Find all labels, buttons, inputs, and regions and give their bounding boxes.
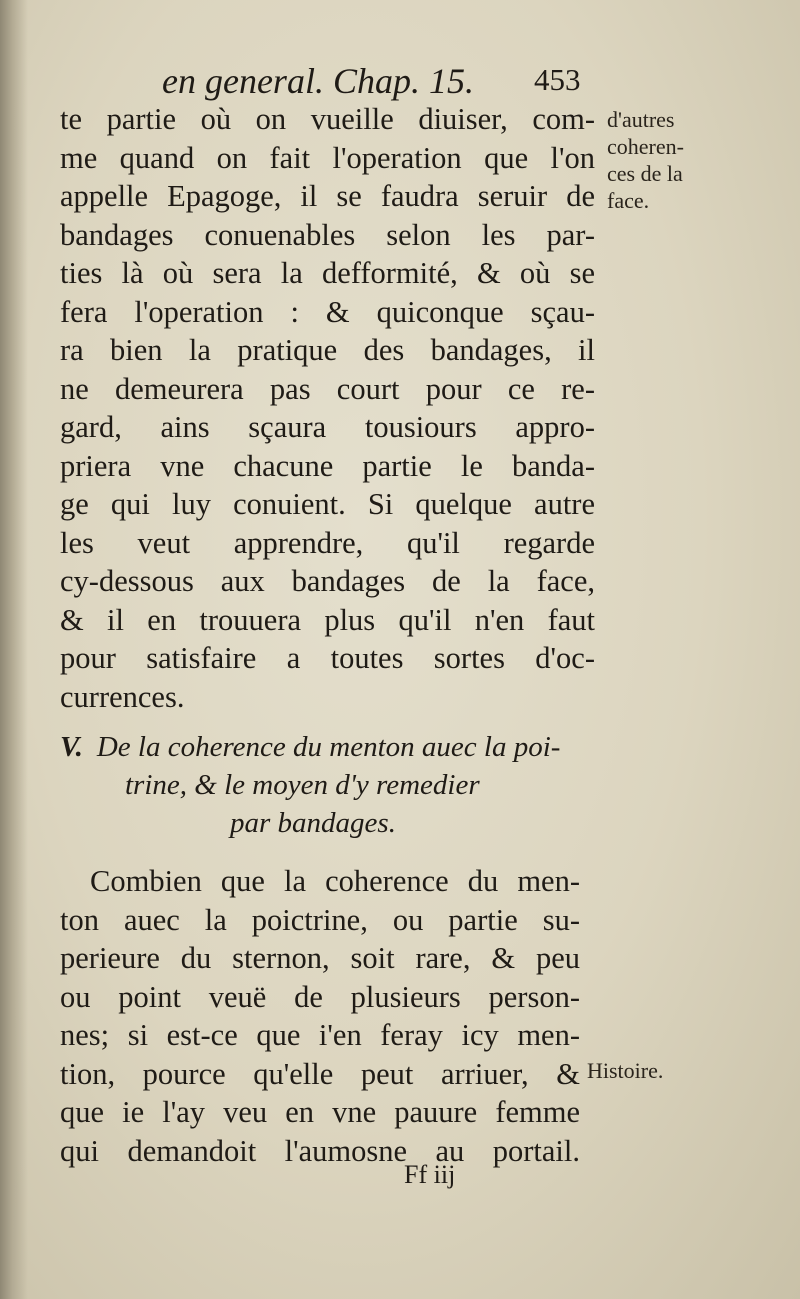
margin-note-line: coheren- bbox=[607, 134, 684, 159]
text-line: priera vne chacune partie le banda- bbox=[60, 448, 595, 483]
text-line: & il en trouuera plus qu'il n'en faut bbox=[60, 602, 595, 637]
heading-line-1 bbox=[60, 728, 600, 766]
section-heading bbox=[60, 728, 600, 842]
text-line: ra bien la pratique des bandages, il bbox=[60, 333, 595, 367]
text-line: nes; si est-ce que i'en feray icy men- bbox=[60, 1018, 580, 1052]
text-line: ties là où sera la defformité, & où se bbox=[60, 256, 595, 290]
text-line: ge qui luy conuient. Si quelque autre bbox=[60, 487, 595, 521]
text-line: te partie où on vueille diuiser, com- bbox=[60, 102, 595, 136]
page-gutter-shadow bbox=[0, 0, 28, 1299]
margin-note-histoire bbox=[587, 1057, 663, 1084]
margin-note-line: Histoire. bbox=[587, 1058, 664, 1083]
text-line: Combien que la coherence du men- bbox=[90, 864, 580, 898]
text-line: pour satisfaire a toutes sortes d'oc- bbox=[60, 641, 595, 675]
text-line: gard, ains sçaura tousiours appro- bbox=[60, 410, 595, 444]
text-line: bandages conuenables selon les par- bbox=[60, 217, 595, 252]
text-line: appelle Epagoge, il se faudra seruir de bbox=[60, 179, 595, 213]
text-line: me quand on fait l'operation que l'on bbox=[60, 140, 595, 175]
text-line: cy-dessous aux bandages de la face, bbox=[60, 564, 595, 598]
heading-line-2: trine, & le moyen d'y remedier bbox=[125, 769, 480, 801]
text-line: ton auec la poictrine, ou partie su- bbox=[60, 902, 580, 937]
text-line: ou point veuë de plusieurs person- bbox=[60, 979, 580, 1014]
text-line: tion, pource qu'elle peut arriuer, & bbox=[60, 1056, 580, 1091]
text-line: currences. bbox=[60, 679, 185, 714]
text-line: perieure du sternon, soit rare, & peu bbox=[60, 941, 580, 975]
section-numeral: V. bbox=[60, 731, 83, 763]
heading-line-3: par bandages. bbox=[230, 807, 396, 839]
margin-note-line: d'autres bbox=[607, 107, 675, 132]
main-paragraph bbox=[60, 100, 595, 716]
text-line: que ie l'ay veu en vne pauure femme bbox=[60, 1095, 580, 1129]
second-paragraph bbox=[60, 862, 580, 1170]
signature-mark: Ff iij bbox=[404, 1160, 456, 1189]
margin-note-line: face. bbox=[607, 188, 650, 213]
text-line: ne demeurera pas court pour ce re- bbox=[60, 371, 595, 406]
text-line: les veut apprendre, qu'il regarde bbox=[60, 525, 595, 560]
text-line: qui demandoit l'aumosne au portail. bbox=[60, 1133, 580, 1168]
margin-note-coherences bbox=[607, 106, 684, 214]
page-number: 453 bbox=[534, 62, 581, 97]
heading-text: De la coherence du menton auec la poi- bbox=[96, 731, 561, 763]
text-line: fera l'operation : & quiconque sçau- bbox=[60, 294, 595, 329]
running-head-title: en general. Chap. 15. bbox=[162, 61, 474, 101]
margin-note-line: ces de la bbox=[607, 161, 683, 186]
